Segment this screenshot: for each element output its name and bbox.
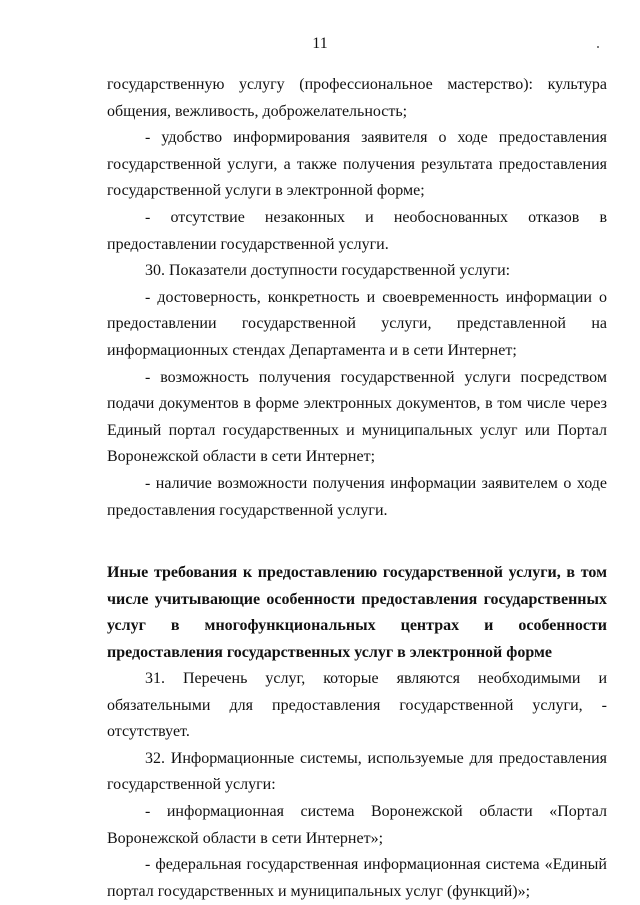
paragraph-bullet-no-refusals: - отсутствие незаконных и необоснованных отказов в предоставлении государственной услуги. [107,208,607,253]
scan-speck [597,46,599,48]
paragraph-bullet-electronic-submission: - возможность получения государственной услуги посредством подачи документов в форме электронных документов, в том числе через Единый портал государственных и муниципальных услуг или Портал Воронежской области в сети Интернет; [107,368,607,466]
paragraph-bullet-reliability: - достоверность, конкретность и своевременность информации о предоставлении государственной услуги, представленной на информационных стендах Департамента и в сети Интернет; [107,288,607,359]
paragraph-bullet-informing: - удобство информирования заявителя о ходе предоставления государственной услуги, а также получения результата предоставления государственной услуги в электронной форме; [107,129,607,200]
paragraph-continuation: государственную услугу (профессиональное мастерство): культура общения, вежливость, доброжелательность; [107,76,607,120]
paragraph-item-30: 30. Показатели доступности государственной услуги: [145,262,511,280]
paragraph-item-31: 31. Перечень услуг, которые являются необходимыми и обязательными для предоставления государственной услуги, - отсутствует. [107,670,607,741]
page-number: 11 [312,35,328,52]
paragraph-item-32: 32. Информационные системы, используемые для предоставления государственной услуги: [107,749,607,794]
paragraph-bullet-status-info: - наличие возможности получения информации заявителем о ходе предоставления государственной услуги. [107,474,607,519]
paragraph-bullet-federal-portal: - федеральная государственная информационная система «Единый портал государственных и муниципальных услуг (функций)»; [107,856,607,900]
section-heading: Иные требования к предоставлению государственной услуги, в том числе учитывающие особенности предоставления государственных услуг в многофункциональных центрах и особенности предоставления государственных услуг в электронной форме [107,564,607,661]
paragraph-bullet-voronezh-portal: - информационная система Воронежской области «Портал Воронежской области в сети Интернет»; [107,803,607,847]
document-body [107,72,607,905]
section-spacer [107,524,607,560]
